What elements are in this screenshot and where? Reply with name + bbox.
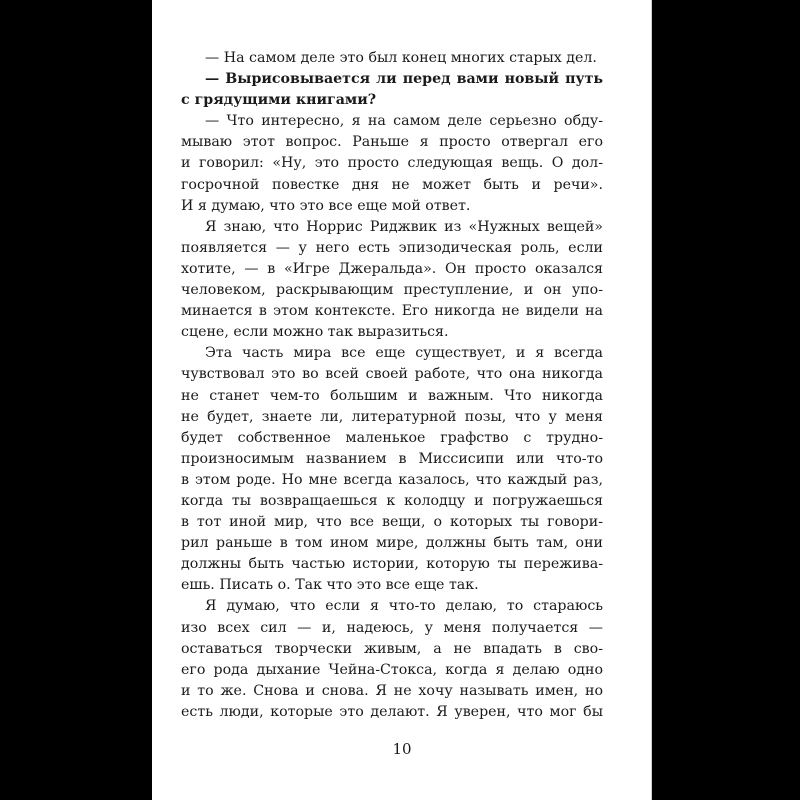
text-line: будет собственное маленькое графство с трудно- bbox=[181, 429, 603, 446]
text-line: минается в этом контексте. Его никогда не видели на bbox=[181, 303, 603, 320]
text-line: в этом роде. Но мне всегда казалось, что каждый раз, bbox=[181, 471, 603, 488]
text-line: — Что интересно, я на самом деле серьезно обду- bbox=[205, 113, 603, 130]
text-line: И я думаю, что это все еще мой ответ. bbox=[181, 197, 471, 214]
text-line: и то же. Снова и снова. Я не хочу называть имен, но bbox=[181, 682, 603, 699]
text-line: рил раньше в том ином мире, должны быть там, они bbox=[181, 535, 603, 552]
text-line: чувствовал это во всей своей работе, что она никогда bbox=[181, 366, 603, 383]
text-line: — Вырисовывается ли перед вами новый путь bbox=[205, 71, 603, 88]
page-number: 10 bbox=[392, 740, 412, 758]
text-line: есть люди, которые это делают. Я уверен, что мог бы bbox=[181, 703, 603, 720]
book-page bbox=[152, 0, 652, 800]
text-line: в тот иной мир, что все вещи, о которых ты говори- bbox=[181, 514, 603, 531]
text-line: изо всех сил — и, надеюсь, у меня получается — bbox=[181, 619, 603, 636]
text-line: ешь. Писать о. Так что это все еще так. bbox=[181, 577, 479, 594]
text-line: не станет чем-то большим и важным. Что никогда bbox=[181, 387, 603, 404]
page-text bbox=[181, 48, 603, 723]
text-line: произносимым названием в Миссисипи или что-то bbox=[181, 450, 603, 467]
text-line: оставаться творчески живым, а не впадать в сво- bbox=[181, 640, 603, 657]
right-black-margin bbox=[652, 0, 800, 800]
text-line: сцене, если можно так выразиться. bbox=[181, 324, 449, 341]
text-line: когда ты возвращаешься к колодцу и погружаешься bbox=[181, 492, 603, 509]
text-line: с грядущими книгами? bbox=[181, 92, 377, 109]
text-line: — На самом деле это был конец многих старых дел. bbox=[205, 50, 597, 66]
text-line: и говорил: «Ну, это просто следующая вещь. О дол- bbox=[181, 155, 603, 172]
text-line: Я знаю, что Норрис Риджвик из «Нужных вещей» bbox=[205, 218, 603, 235]
text-line: хотите, — в «Игре Джеральда». Он просто оказался bbox=[181, 260, 603, 277]
text-line: госрочной повестке дня не может быть и речи». bbox=[181, 176, 603, 193]
left-black-margin bbox=[0, 0, 152, 800]
text-line: не будет, знаете ли, литературной позы, что у меня bbox=[181, 408, 603, 425]
text-line: мываю этот вопрос. Раньше я просто отвергал его bbox=[181, 134, 603, 151]
text-line: должны быть частью истории, которую ты пережива- bbox=[181, 556, 603, 573]
text-line: человеком, раскрывающим преступление, и он упо- bbox=[181, 282, 603, 299]
text-line: его рода дыхание Чейна-Стокса, когда я делаю одно bbox=[181, 661, 603, 678]
text-line: появляется — у него есть эпизодическая роль, если bbox=[181, 239, 603, 256]
text-line: Эта часть мира все еще существует, и я всегда bbox=[205, 345, 603, 362]
text-line: Я думаю, что если я что-то делаю, то стараюсь bbox=[205, 598, 603, 615]
